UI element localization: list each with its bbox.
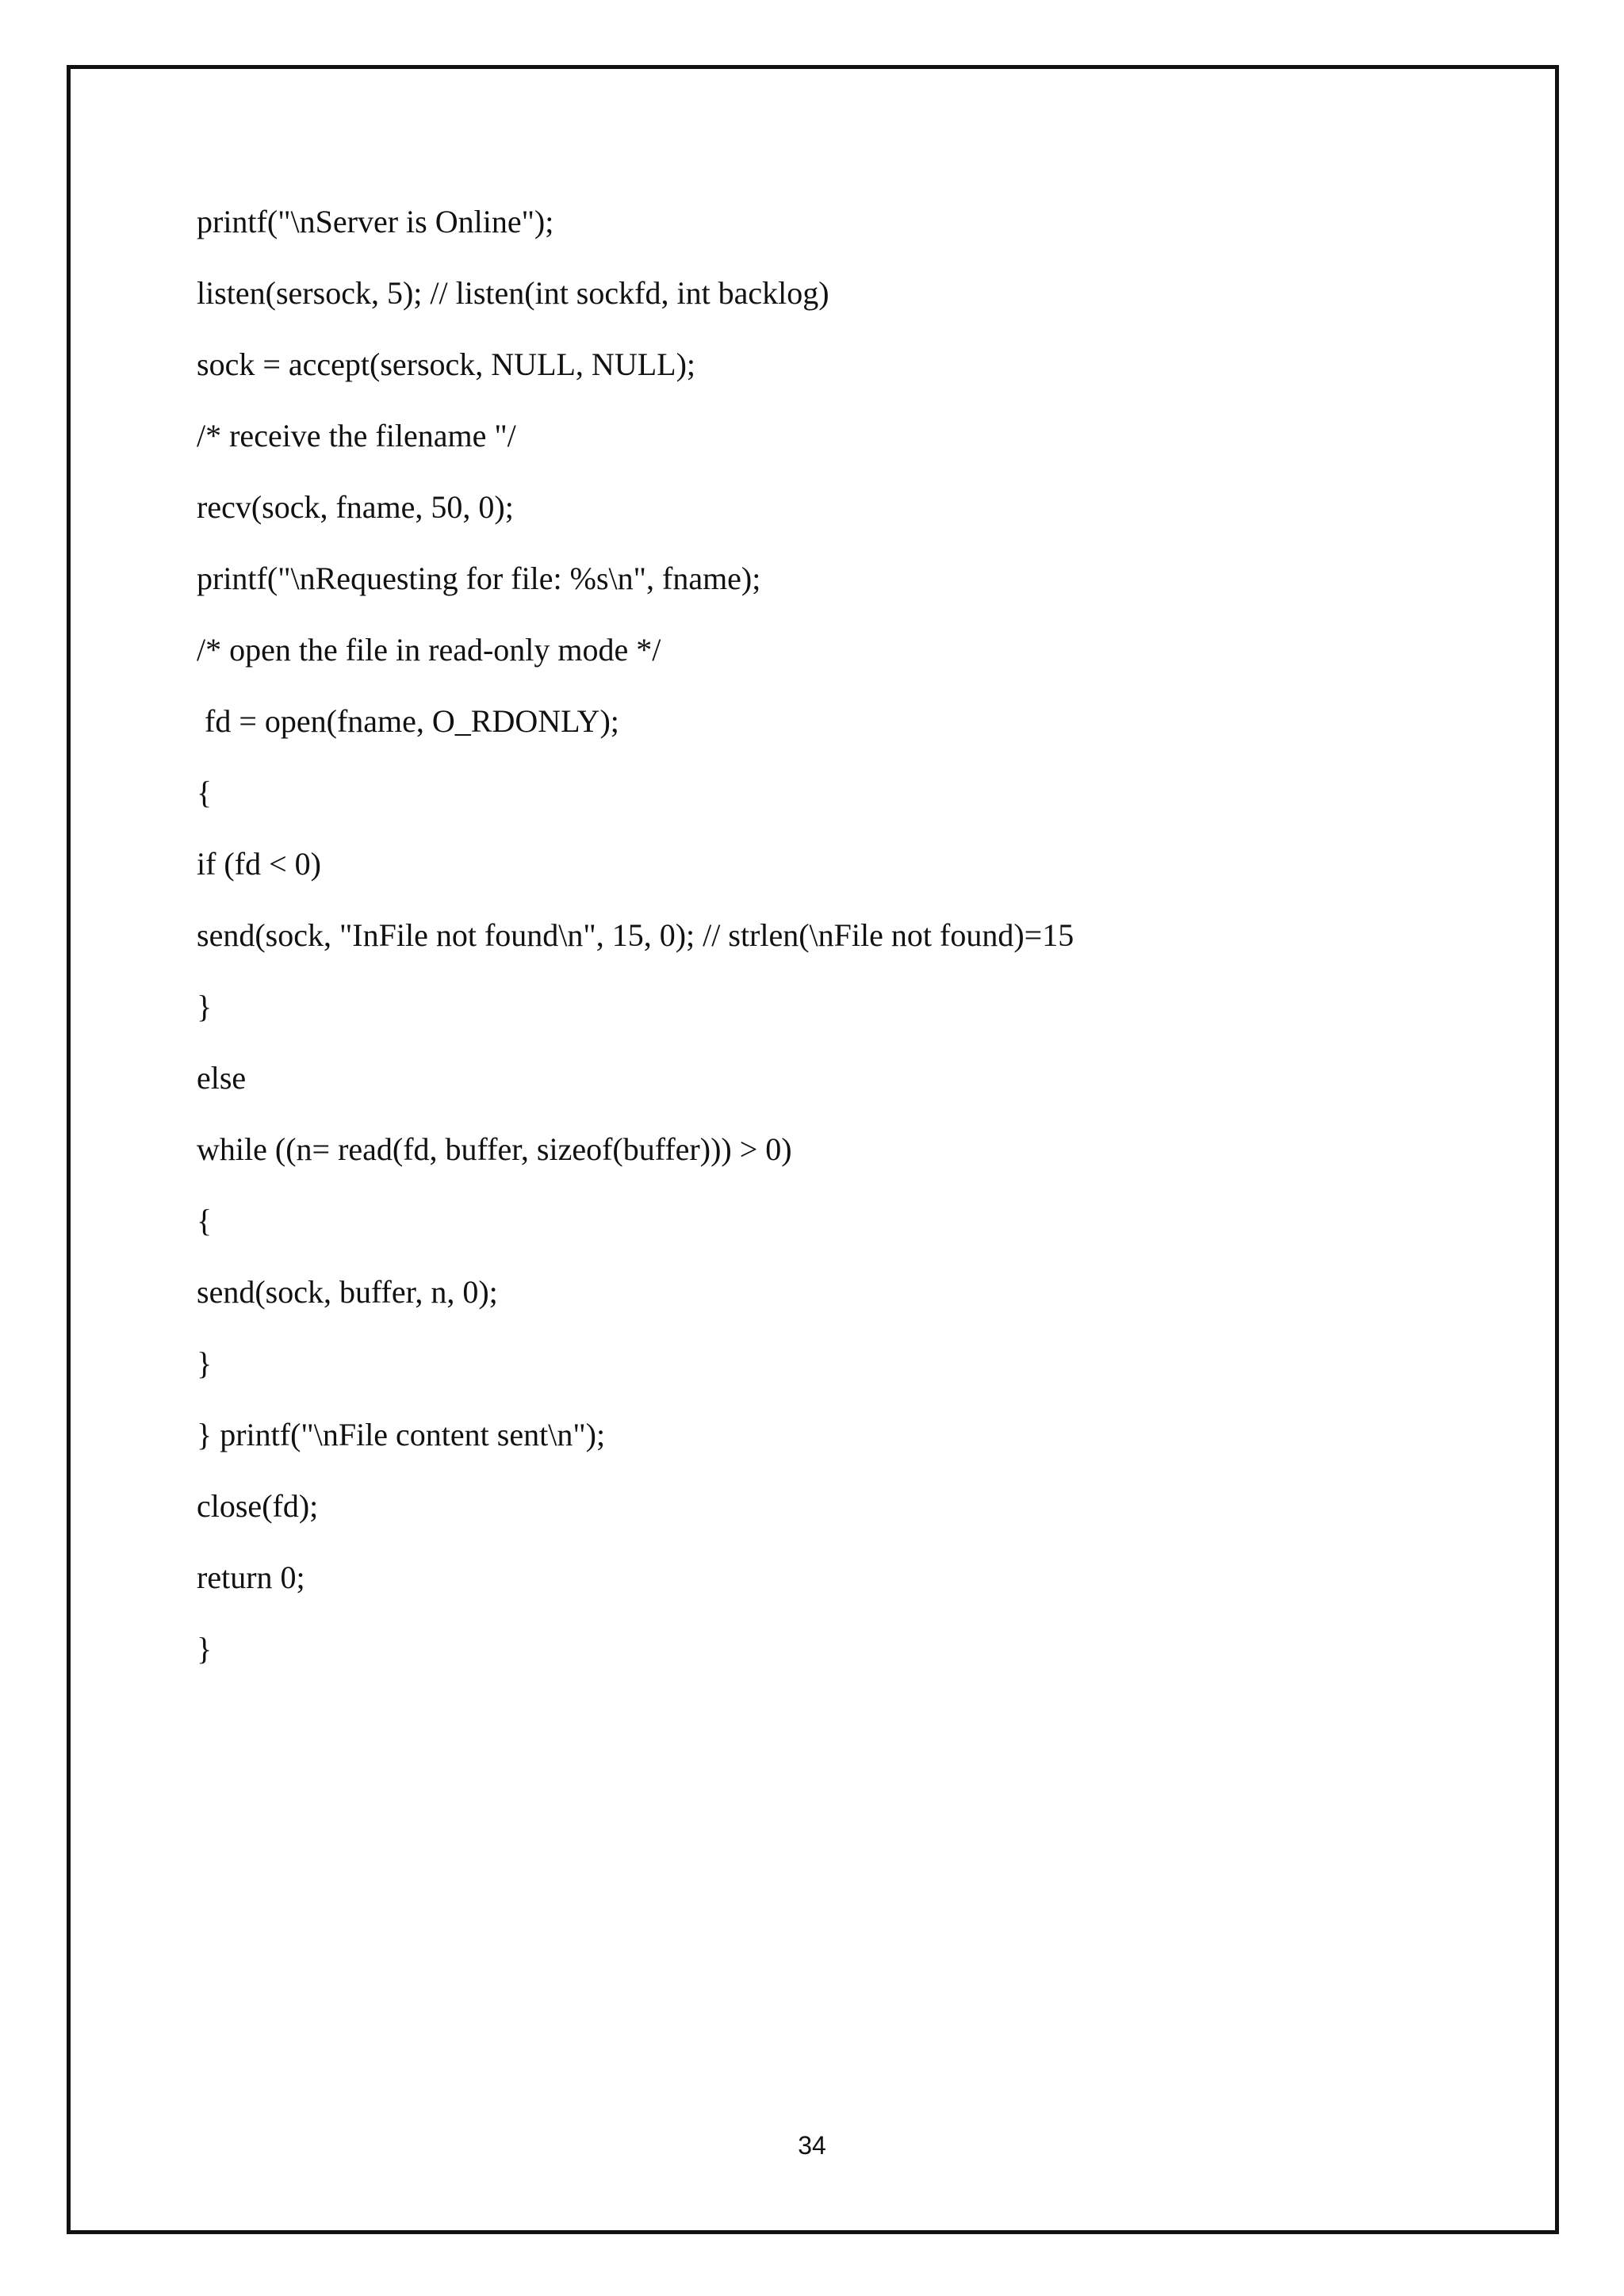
code-line: if (fd < 0): [197, 846, 321, 882]
code-line: /* open the file in read-only mode */: [197, 632, 661, 668]
code-line: } printf("\nFile content sent\n");: [197, 1417, 606, 1452]
code-line: send(sock, buffer, n, 0);: [197, 1274, 498, 1310]
page-number: 34: [798, 2131, 826, 2160]
code-line: return 0;: [197, 1559, 305, 1595]
code-line: {: [197, 775, 213, 810]
code-line: fd = open(fname, O_RDONLY);: [197, 703, 619, 739]
code-line: printf("\nServer is Online");: [197, 204, 554, 239]
code-line: listen(sersock, 5); // listen(int sockfd, int backlog): [197, 275, 829, 311]
code-line: {: [197, 1203, 213, 1238]
code-line: close(fd);: [197, 1488, 319, 1524]
code-line: else: [197, 1060, 247, 1096]
code-line: }: [197, 1345, 213, 1381]
code-line: printf("\nRequesting for file: %s\n", fname);: [197, 561, 761, 596]
code-line: recv(sock, fname, 50, 0);: [197, 489, 514, 525]
code-line: send(sock, "InFile not found\n", 15, 0); // strlen(\nFile not found)=15: [197, 917, 1074, 953]
code-line: while ((n= read(fd, buffer, sizeof(buffer))) > 0): [197, 1131, 792, 1167]
code-line: }: [197, 989, 213, 1024]
code-line: sock = accept(sersock, NULL, NULL);: [197, 346, 696, 382]
code-line: }: [197, 1631, 213, 1667]
code-line: /* receive the filename "/: [197, 418, 516, 453]
code-listing: [197, 198, 1505, 1697]
